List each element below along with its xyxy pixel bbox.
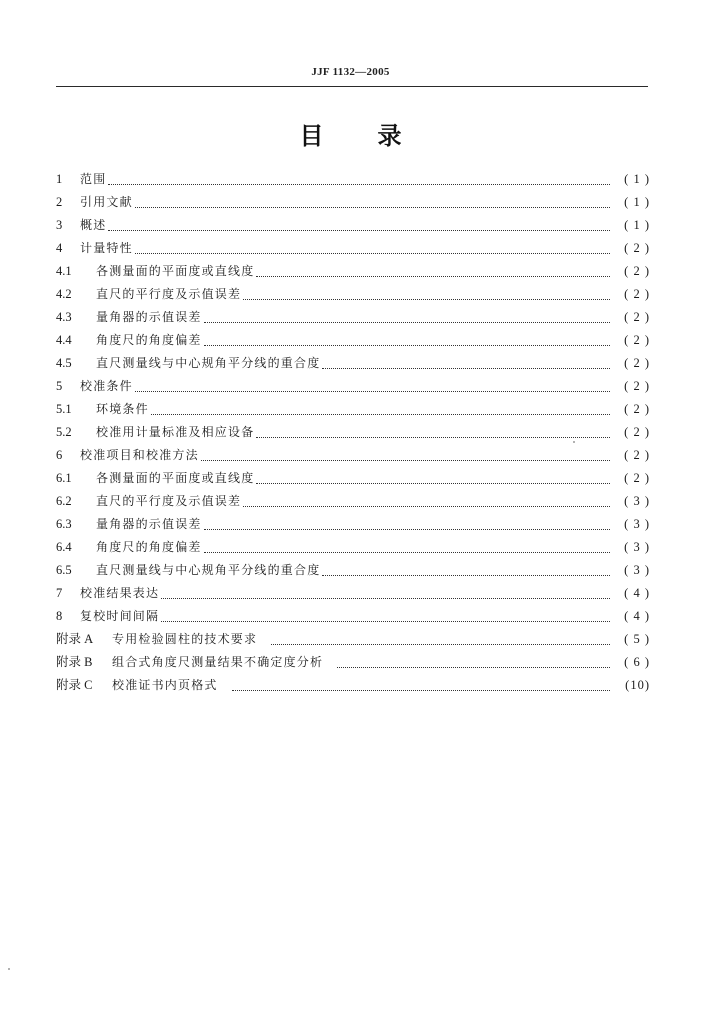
toc-entry[interactable] — [56, 260, 650, 283]
toc-entry-page: ( 2 ) — [624, 471, 650, 485]
toc-entry-number: 6.3 — [56, 517, 72, 531]
toc-entry-label: 直尺测量线与中心规角平分线的重合度 — [96, 563, 321, 577]
toc-entry-page: ( 2 ) — [624, 448, 650, 462]
page-title — [0, 116, 701, 151]
toc-entry-page: (10) — [625, 678, 650, 692]
toc-entry-label: 概述 — [80, 218, 107, 232]
toc-leader-dots — [135, 252, 610, 254]
toc-entry-number: 附录 A — [56, 632, 94, 646]
toc-entry-page: ( 2 ) — [624, 356, 650, 370]
toc-entry[interactable] — [56, 605, 650, 628]
toc-entry-number: 6 — [56, 448, 63, 462]
title-char-2: 录 — [377, 122, 402, 150]
toc-leader-dots — [322, 574, 610, 576]
toc-entry-number: 3 — [56, 218, 63, 232]
toc-entry-page: ( 3 ) — [624, 494, 650, 508]
toc-leader-dots — [161, 620, 610, 622]
toc-entry-number: 6.5 — [56, 563, 72, 577]
toc-entry-label: 直尺的平行度及示值误差 — [96, 287, 242, 301]
toc-entry-label: 各测量面的平面度或直线度 — [96, 264, 255, 278]
toc-entry-label: 角度尺的角度偏差 — [96, 333, 202, 347]
header-divider — [56, 86, 648, 87]
toc-entry-label: 直尺测量线与中心规角平分线的重合度 — [96, 356, 321, 370]
toc-entry[interactable] — [56, 674, 650, 697]
toc-entry[interactable] — [56, 168, 650, 191]
toc-leader-dots — [204, 344, 610, 346]
toc-entry-page: ( 5 ) — [624, 632, 650, 646]
toc-entry[interactable] — [56, 352, 650, 375]
toc-entry-page: ( 4 ) — [624, 586, 650, 600]
title-char-1: 目 — [299, 122, 324, 150]
toc-entry[interactable] — [56, 283, 650, 306]
toc-entry-number: 6.2 — [56, 494, 72, 508]
toc-entry-number: 附录 B — [56, 655, 93, 669]
toc-entry-number: 6.1 — [56, 471, 72, 485]
toc-entry-page: ( 3 ) — [624, 517, 650, 531]
toc-leader-dots — [256, 436, 610, 438]
toc-leader-dots — [204, 528, 610, 530]
toc-entry-page: ( 2 ) — [624, 241, 650, 255]
toc-leader-dots — [204, 551, 610, 553]
toc-entry[interactable] — [56, 444, 650, 467]
toc-entry-page: ( 1 ) — [624, 195, 650, 209]
toc-entry-page: ( 2 ) — [624, 287, 650, 301]
toc-entry-label: 复校时间间隔 — [80, 609, 160, 623]
toc-entry-page: ( 3 ) — [624, 563, 650, 577]
toc-entry-label: 各测量面的平面度或直线度 — [96, 471, 255, 485]
toc-entry-label: 校准证书内页格式 — [112, 678, 218, 692]
toc-entry[interactable] — [56, 237, 650, 260]
toc-entry-label: 计量特性 — [80, 241, 133, 255]
toc-entry-page: ( 2 ) — [624, 379, 650, 393]
toc-leader-dots — [256, 275, 610, 277]
toc-entry-number: 2 — [56, 195, 63, 209]
toc-leader-dots — [256, 482, 610, 484]
toc-entry-label: 校准项目和校准方法 — [80, 448, 199, 462]
toc-entry-number: 5 — [56, 379, 63, 393]
toc-entry-label: 环境条件 — [96, 402, 149, 416]
toc-entry[interactable] — [56, 191, 650, 214]
toc-leader-dots — [201, 459, 610, 461]
toc-entry-page: ( 1 ) — [624, 172, 650, 186]
toc-leader-dots — [161, 597, 610, 599]
toc-entry[interactable] — [56, 306, 650, 329]
toc-entry-label: 量角器的示值误差 — [96, 310, 202, 324]
toc-entry-page: ( 2 ) — [624, 264, 650, 278]
toc-entry[interactable] — [56, 651, 650, 674]
toc-entry[interactable] — [56, 375, 650, 398]
table-of-contents — [56, 168, 650, 697]
toc-entry-number: 4.4 — [56, 333, 72, 347]
toc-entry-number: 5.1 — [56, 402, 72, 416]
toc-entry-page: ( 2 ) — [624, 425, 650, 439]
toc-entry[interactable] — [56, 398, 650, 421]
toc-leader-dots — [232, 689, 610, 691]
toc-entry-label: 校准条件 — [80, 379, 133, 393]
toc-entry-label: 校准结果表达 — [80, 586, 160, 600]
toc-entry-label: 范围 — [80, 172, 107, 186]
toc-entry-number: 6.4 — [56, 540, 72, 554]
toc-leader-dots — [108, 183, 610, 185]
toc-entry-number: 5.2 — [56, 425, 72, 439]
toc-entry[interactable] — [56, 421, 650, 444]
toc-entry-number: 4.2 — [56, 287, 72, 301]
toc-leader-dots — [271, 643, 610, 645]
toc-entry-label: 直尺的平行度及示值误差 — [96, 494, 242, 508]
toc-entry-page: ( 1 ) — [624, 218, 650, 232]
toc-entry[interactable] — [56, 214, 650, 237]
toc-entry-label: 角度尺的角度偏差 — [96, 540, 202, 554]
toc-entry-label: 专用检验圆柱的技术要求 — [112, 632, 258, 646]
toc-leader-dots — [337, 666, 610, 668]
toc-entry-page: ( 3 ) — [624, 540, 650, 554]
toc-entry-number: 4.1 — [56, 264, 72, 278]
toc-entry[interactable] — [56, 536, 650, 559]
toc-entry-number: 附录 C — [56, 678, 93, 692]
toc-entry-label: 引用文献 — [80, 195, 133, 209]
toc-entry[interactable] — [56, 513, 650, 536]
toc-leader-dots — [204, 321, 610, 323]
toc-entry-page: ( 2 ) — [624, 402, 650, 416]
toc-entry-number: 7 — [56, 586, 63, 600]
toc-entry-number: 1 — [56, 172, 63, 186]
toc-entry[interactable] — [56, 490, 650, 513]
scan-speck — [8, 968, 10, 970]
toc-leader-dots — [135, 390, 610, 392]
toc-entry-number: 4 — [56, 241, 63, 255]
toc-leader-dots — [135, 206, 610, 208]
toc-entry-label: 组合式角度尺测量结果不确定度分析 — [112, 655, 324, 669]
toc-leader-dots — [322, 367, 610, 369]
toc-entry[interactable] — [56, 628, 650, 651]
toc-entry-label: 量角器的示值误差 — [96, 517, 202, 531]
toc-entry[interactable] — [56, 582, 650, 605]
toc-entry-number: 8 — [56, 609, 63, 623]
toc-leader-dots — [243, 505, 610, 507]
toc-leader-dots — [108, 229, 610, 231]
toc-entry[interactable] — [56, 329, 650, 352]
toc-leader-dots — [151, 413, 610, 415]
toc-entry[interactable] — [56, 559, 650, 582]
scan-speck — [573, 441, 575, 443]
toc-entry-page: ( 4 ) — [624, 609, 650, 623]
toc-leader-dots — [243, 298, 610, 300]
toc-entry-number: 4.3 — [56, 310, 72, 324]
toc-entry-label: 校准用计量标准及相应设备 — [96, 425, 255, 439]
toc-entry-page: ( 2 ) — [624, 333, 650, 347]
toc-entry-number: 4.5 — [56, 356, 72, 370]
standard-code-header: JJF 1132—2005 — [311, 66, 390, 78]
toc-entry-page: ( 6 ) — [624, 655, 650, 669]
toc-entry-page: ( 2 ) — [624, 310, 650, 324]
toc-entry[interactable] — [56, 467, 650, 490]
